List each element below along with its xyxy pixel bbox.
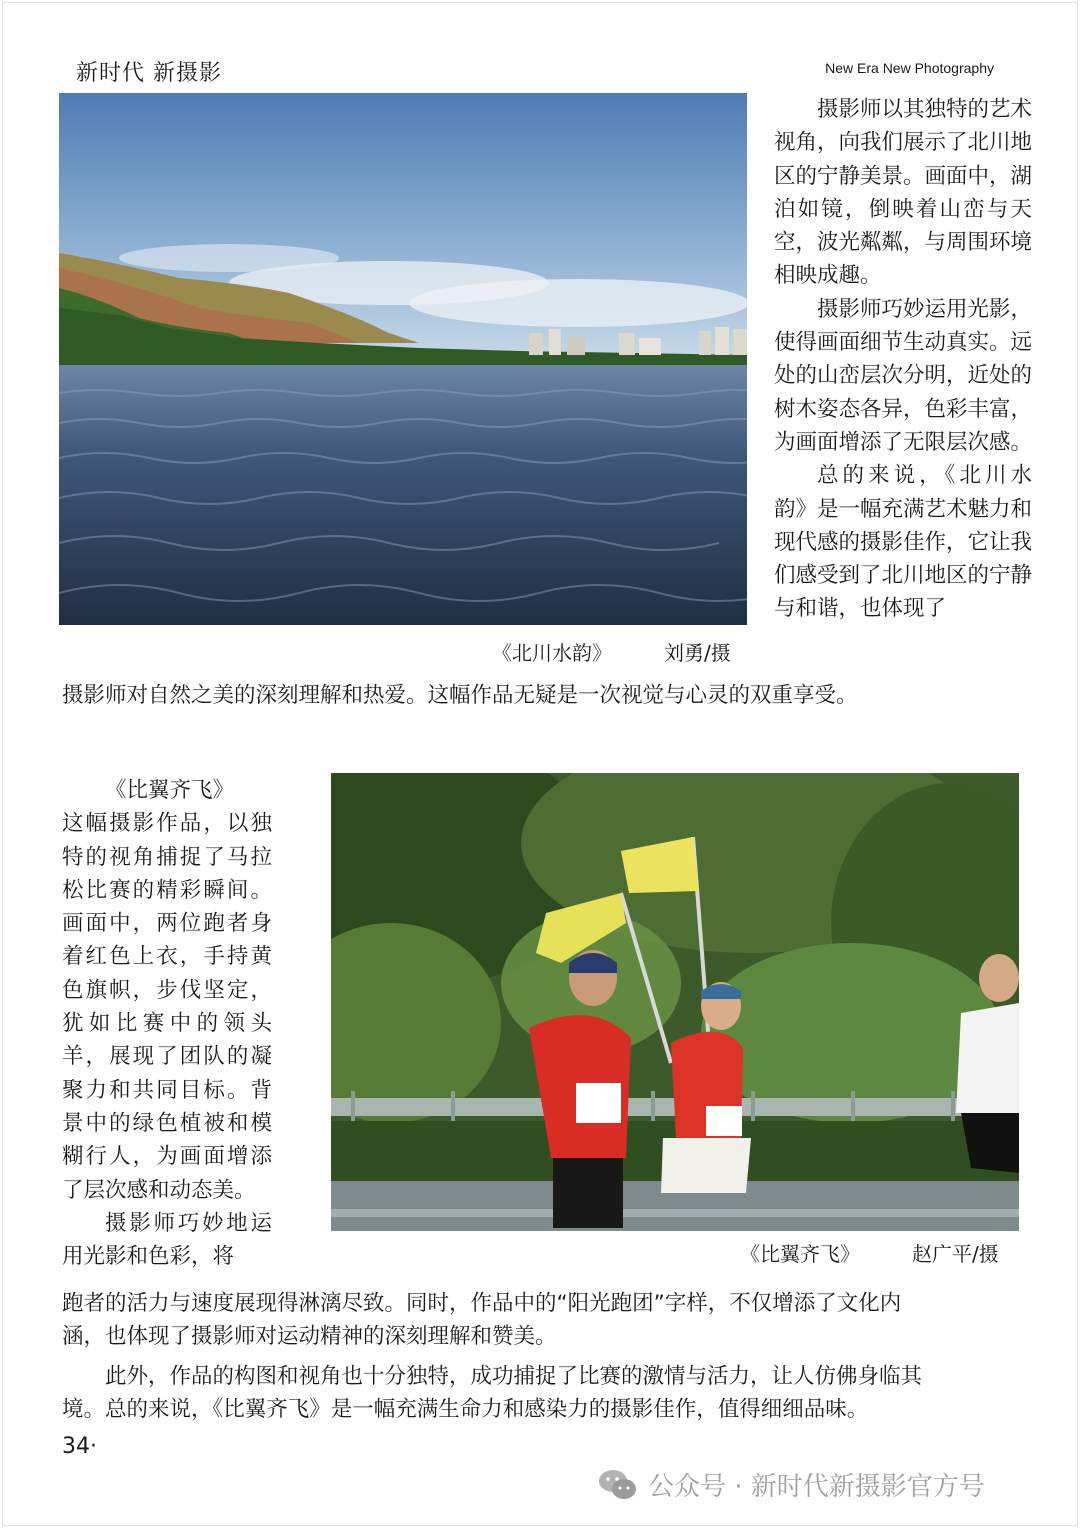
article1-paragraph: 摄影师巧妙运用光影，使得画面细节生动真实。远处的山峦层次分明，近处的树木姿态各异，色彩丰富，为画面增添了无限层次感。	[774, 296, 1033, 455]
magazine-title: 新时代 新摄影	[76, 61, 222, 86]
article2-paragraph: 摄影师巧妙地运用光影和色彩，将	[62, 1210, 272, 1270]
article2-side-title: 《比翼齐飞》	[105, 778, 235, 803]
watermark	[598, 1466, 985, 1503]
lake-photo-caption-title: 《北川水韵》	[492, 641, 612, 665]
lake-photo-caption-author: 刘勇/摄	[664, 641, 731, 665]
page-number: 34·	[62, 1434, 97, 1459]
article2-side-column	[62, 774, 272, 1273]
marathon-photo-caption-title: 《比翼齐飞》	[740, 1242, 860, 1266]
article2-full-line: 此外，作品的构图和视角也十分独特，成功捕捉了比赛的激情与活力，让人仿佛身临其	[105, 1364, 923, 1389]
wechat-icon	[598, 1468, 638, 1502]
lake-photo	[59, 93, 747, 625]
article2-paragraph: 这幅摄影作品，以独特的视角捕捉了马拉松比赛的精彩瞬间。画面中，两位跑者身着红色上衣，手持黄色旗帜，步伐坚定，犹如比赛中的领头羊，展现了团队的凝聚力和共同目标。背景中的绿色植被和模糊行人，为画面增添了层次感和动态美。	[62, 811, 272, 1203]
article1-paragraph: 摄影师以其独特的艺术视角，向我们展示了北川地区的宁静美景。画面中，湖泊如镜，倒映着山峦与天空，波光粼粼，与周围环境相映成趣。	[774, 97, 1033, 289]
article2-full-line: 涵，也体现了摄影师对运动精神的深刻理解和赞美。	[62, 1324, 557, 1349]
watermark-text: 公众号 · 新时代新摄影官方号	[648, 1472, 985, 1502]
magazine-title-en: New Era New Photography	[825, 60, 994, 76]
article2-full-line: 跑者的活力与速度展现得淋漓尽致。同时，作品中的“阳光跑团”字样，不仅增添了文化内	[62, 1291, 902, 1316]
article1-side-column	[774, 93, 1032, 626]
marathon-photo	[331, 773, 1019, 1231]
article2-full-line: 境。总的来说，《比翼齐飞》是一幅充满生命力和感染力的摄影佳作，值得细细品味。	[62, 1397, 869, 1422]
marathon-photo-caption-author: 赵广平/摄	[912, 1242, 999, 1266]
article1-full-line: 摄影师对自然之美的深刻理解和热爱。这幅作品无疑是一次视觉与心灵的双重享受。	[62, 683, 858, 708]
article1-paragraph: 总的来说，《北川水韵》是一幅充满艺术魅力和现代感的摄影佳作，它让我们感受到了北川地区的宁静与和谐，也体现了	[774, 463, 1033, 622]
